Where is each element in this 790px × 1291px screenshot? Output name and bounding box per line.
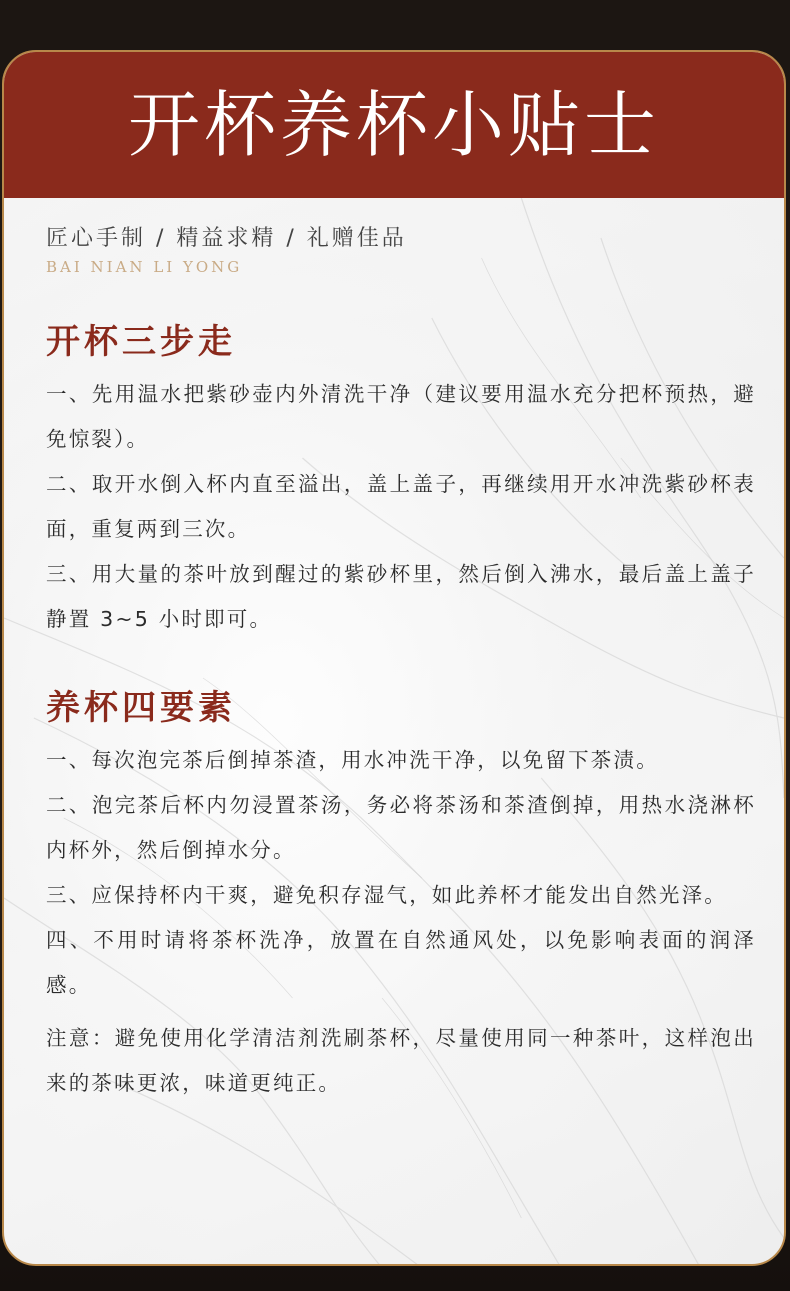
tip-item: 四、不用时请将茶杯洗净，放置在自然通风处，以免影响表面的润泽感。 [46, 928, 756, 997]
section-title-maintain-cup: 养杯四要素 [46, 688, 236, 728]
tagline: 匠心手制 / 精益求精 / 礼赠佳品 [46, 226, 407, 251]
maintain-cup-items [46, 738, 756, 1008]
open-cup-steps [46, 372, 756, 642]
tip-item: 三、应保持杯内干爽，避免积存湿气，如此养杯才能发出自然光泽。 [46, 883, 727, 907]
page-title: 开杯养杯小贴士 [127, 83, 660, 167]
content-area [46, 220, 756, 1106]
tips-card [2, 50, 786, 1266]
step-item: 三、用大量的茶叶放到醒过的紫砂杯里，然后倒入沸水，最后盖上盖子静置 3~5 小时即可。 [46, 562, 756, 631]
section-title-open-cup: 开杯三步走 [46, 322, 236, 362]
caution-note: 注意：避免使用化学清洁剂洗刷茶杯，尽量使用同一种茶叶，这样泡出来的茶味更浓，味道更纯正。 [46, 1026, 756, 1095]
tip-item: 一、每次泡完茶后倒掉茶渣，用水冲洗干净，以免留下茶渍。 [46, 748, 659, 772]
step-item: 一、先用温水把紫砂壶内外清洗干净（建议要用温水充分把杯预热，避免惊裂）。 [46, 382, 756, 451]
brand-english: BAI NIAN LI YONG [46, 258, 243, 276]
header-banner [4, 52, 784, 198]
tip-item: 二、泡完茶后杯内勿浸置茶汤，务必将茶汤和茶渣倒掉，用热水浇淋杯内杯外，然后倒掉水分。 [46, 793, 756, 862]
step-item: 二、取开水倒入杯内直至溢出，盖上盖子，再继续用开水冲洗紫砂杯表面，重复两到三次。 [46, 472, 756, 541]
